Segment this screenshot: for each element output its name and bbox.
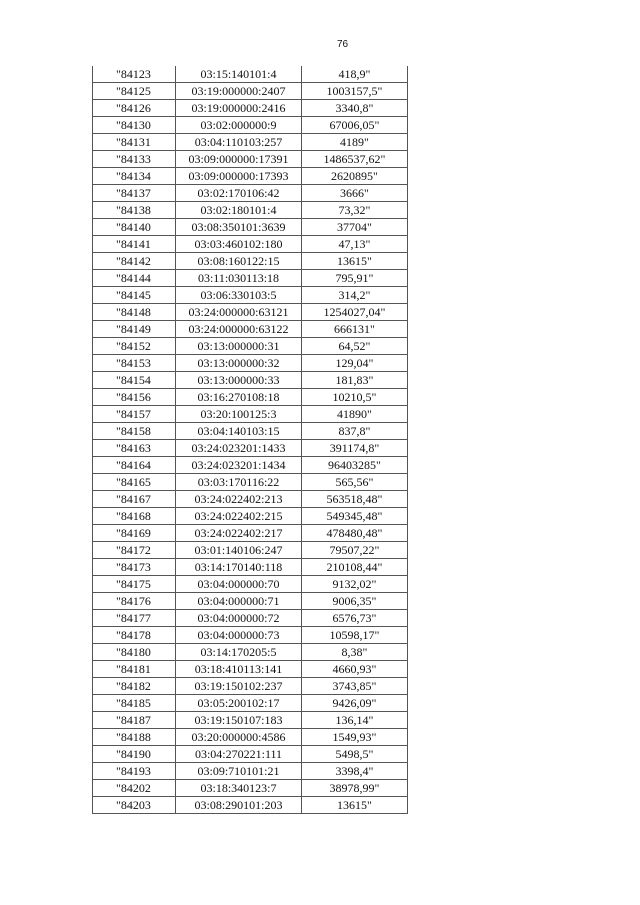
table-row	[93, 253, 408, 270]
row-value-cell: 6576,73"	[302, 610, 408, 627]
row-code-cell: "84153	[93, 355, 176, 372]
row-cadastral-cell: 03:04:000000:71	[176, 593, 302, 610]
row-value-cell: 2620895"	[302, 168, 408, 185]
row-code-cell: "84172	[93, 542, 176, 559]
row-code-cell: "84168	[93, 508, 176, 525]
row-cadastral-cell: 03:02:180101:4	[176, 202, 302, 219]
row-code-cell: "84193	[93, 763, 176, 780]
row-code-cell: "84140	[93, 219, 176, 236]
row-cadastral-cell: 03:04:000000:72	[176, 610, 302, 627]
row-value-cell: 10210,5"	[302, 389, 408, 406]
table-row	[93, 712, 408, 729]
row-value-cell: 10598,17"	[302, 627, 408, 644]
table-row	[93, 389, 408, 406]
row-cadastral-cell: 03:03:460102:180	[176, 236, 302, 253]
row-code-cell: "84141	[93, 236, 176, 253]
row-code-cell: "84185	[93, 695, 176, 712]
row-code-cell: "84157	[93, 406, 176, 423]
row-cadastral-cell: 03:24:022402:217	[176, 525, 302, 542]
table-row	[93, 100, 408, 117]
row-cadastral-cell: 03:04:270221:111	[176, 746, 302, 763]
row-value-cell: 314,2"	[302, 287, 408, 304]
row-value-cell: 391174,8"	[302, 440, 408, 457]
row-value-cell: 13615"	[302, 253, 408, 270]
row-cadastral-cell: 03:20:100125:3	[176, 406, 302, 423]
row-value-cell: 3340,8"	[302, 100, 408, 117]
row-cadastral-cell: 03:04:000000:73	[176, 627, 302, 644]
row-code-cell: "84178	[93, 627, 176, 644]
row-cadastral-cell: 03:13:000000:31	[176, 338, 302, 355]
row-cadastral-cell: 03:04:110103:257	[176, 134, 302, 151]
row-value-cell: 4660,93"	[302, 661, 408, 678]
row-code-cell: "84163	[93, 440, 176, 457]
row-code-cell: "84123	[93, 66, 176, 83]
row-value-cell: 136,14"	[302, 712, 408, 729]
row-value-cell: 181,83"	[302, 372, 408, 389]
row-value-cell: 129,04"	[302, 355, 408, 372]
table-row	[93, 117, 408, 134]
row-value-cell: 9132,02"	[302, 576, 408, 593]
row-code-cell: "84144	[93, 270, 176, 287]
row-value-cell: 8,38"	[302, 644, 408, 661]
row-value-cell: 9426,09"	[302, 695, 408, 712]
row-code-cell: "84138	[93, 202, 176, 219]
table-row	[93, 185, 408, 202]
row-cadastral-cell: 03:24:022402:215	[176, 508, 302, 525]
row-cadastral-cell: 03:05:200102:17	[176, 695, 302, 712]
table-row	[93, 372, 408, 389]
row-code-cell: "84134	[93, 168, 176, 185]
table-row	[93, 423, 408, 440]
table-row	[93, 542, 408, 559]
document-table-container	[92, 66, 408, 814]
row-code-cell: "84156	[93, 389, 176, 406]
row-value-cell: 41890"	[302, 406, 408, 423]
row-code-cell: "84165	[93, 474, 176, 491]
row-code-cell: "84149	[93, 321, 176, 338]
table-row	[93, 559, 408, 576]
row-code-cell: "84173	[93, 559, 176, 576]
row-code-cell: "84180	[93, 644, 176, 661]
row-code-cell: "84190	[93, 746, 176, 763]
row-value-cell: 210108,44"	[302, 559, 408, 576]
row-value-cell: 5498,5"	[302, 746, 408, 763]
row-cadastral-cell: 03:11:030113:18	[176, 270, 302, 287]
row-value-cell: 1549,93"	[302, 729, 408, 746]
row-code-cell: "84177	[93, 610, 176, 627]
row-cadastral-cell: 03:09:710101:21	[176, 763, 302, 780]
row-value-cell: 1486537,62"	[302, 151, 408, 168]
row-value-cell: 3743,85"	[302, 678, 408, 695]
table-row	[93, 219, 408, 236]
row-code-cell: "84175	[93, 576, 176, 593]
row-value-cell: 666131"	[302, 321, 408, 338]
table-row	[93, 644, 408, 661]
row-code-cell: "84203	[93, 797, 176, 814]
row-value-cell: 563518,48"	[302, 491, 408, 508]
table-row	[93, 151, 408, 168]
row-code-cell: "84142	[93, 253, 176, 270]
row-cadastral-cell: 03:14:170140:118	[176, 559, 302, 576]
row-value-cell: 67006,05"	[302, 117, 408, 134]
table-row	[93, 66, 408, 83]
row-code-cell: "84187	[93, 712, 176, 729]
table-row	[93, 134, 408, 151]
table-row	[93, 678, 408, 695]
row-cadastral-cell: 03:18:410113:141	[176, 661, 302, 678]
table-row	[93, 525, 408, 542]
row-value-cell: 64,52"	[302, 338, 408, 355]
row-code-cell: "84130	[93, 117, 176, 134]
table-row	[93, 576, 408, 593]
table-row	[93, 270, 408, 287]
page-number: 76	[336, 39, 349, 50]
row-value-cell: 3666"	[302, 185, 408, 202]
table-row	[93, 780, 408, 797]
row-value-cell: 418,9"	[302, 66, 408, 83]
row-value-cell: 9006,35"	[302, 593, 408, 610]
table-row	[93, 83, 408, 100]
row-cadastral-cell: 03:13:000000:32	[176, 355, 302, 372]
row-cadastral-cell: 03:01:140106:247	[176, 542, 302, 559]
table-row	[93, 168, 408, 185]
row-cadastral-cell: 03:03:170116:22	[176, 474, 302, 491]
row-code-cell: "84164	[93, 457, 176, 474]
table-row	[93, 763, 408, 780]
row-value-cell: 37704"	[302, 219, 408, 236]
row-code-cell: "84126	[93, 100, 176, 117]
row-cadastral-cell: 03:08:160122:15	[176, 253, 302, 270]
row-code-cell: "84182	[93, 678, 176, 695]
row-cadastral-cell: 03:24:022402:213	[176, 491, 302, 508]
table-row	[93, 440, 408, 457]
row-value-cell: 795,91"	[302, 270, 408, 287]
row-cadastral-cell: 03:19:000000:2416	[176, 100, 302, 117]
row-code-cell: "84148	[93, 304, 176, 321]
row-cadastral-cell: 03:18:340123:7	[176, 780, 302, 797]
row-value-cell: 73,32"	[302, 202, 408, 219]
row-cadastral-cell: 03:20:000000:4586	[176, 729, 302, 746]
table-row	[93, 797, 408, 814]
table-row	[93, 593, 408, 610]
row-code-cell: "84131	[93, 134, 176, 151]
row-value-cell: 837,8"	[302, 423, 408, 440]
row-value-cell: 1003157,5"	[302, 83, 408, 100]
table-row	[93, 338, 408, 355]
row-cadastral-cell: 03:02:170106:42	[176, 185, 302, 202]
row-code-cell: "84145	[93, 287, 176, 304]
row-value-cell: 96403285"	[302, 457, 408, 474]
table-body	[93, 66, 408, 814]
table-row	[93, 304, 408, 321]
row-code-cell: "84152	[93, 338, 176, 355]
table-row	[93, 287, 408, 304]
table-row	[93, 729, 408, 746]
row-value-cell: 79507,22"	[302, 542, 408, 559]
row-cadastral-cell: 03:04:140103:15	[176, 423, 302, 440]
row-cadastral-cell: 03:08:290101:203	[176, 797, 302, 814]
row-cadastral-cell: 03:13:000000:33	[176, 372, 302, 389]
table-row	[93, 627, 408, 644]
table-row	[93, 457, 408, 474]
row-cadastral-cell: 03:19:150107:183	[176, 712, 302, 729]
row-cadastral-cell: 03:19:000000:2407	[176, 83, 302, 100]
row-cadastral-cell: 03:16:270108:18	[176, 389, 302, 406]
row-cadastral-cell: 03:14:170205:5	[176, 644, 302, 661]
row-value-cell: 549345,48"	[302, 508, 408, 525]
row-code-cell: "84125	[93, 83, 176, 100]
row-value-cell: 13615"	[302, 797, 408, 814]
row-cadastral-cell: 03:19:150102:237	[176, 678, 302, 695]
row-cadastral-cell: 03:24:000000:63122	[176, 321, 302, 338]
row-value-cell: 565,56"	[302, 474, 408, 491]
row-value-cell: 4189"	[302, 134, 408, 151]
row-value-cell: 3398,4"	[302, 763, 408, 780]
row-cadastral-cell: 03:02:000000:9	[176, 117, 302, 134]
row-cadastral-cell: 03:06:330103:5	[176, 287, 302, 304]
table-row	[93, 406, 408, 423]
row-code-cell: "84137	[93, 185, 176, 202]
table-row	[93, 746, 408, 763]
row-value-cell: 47,13"	[302, 236, 408, 253]
row-code-cell: "84181	[93, 661, 176, 678]
table-row	[93, 491, 408, 508]
row-cadastral-cell: 03:09:000000:17393	[176, 168, 302, 185]
row-code-cell: "84188	[93, 729, 176, 746]
row-code-cell: "84158	[93, 423, 176, 440]
row-code-cell: "84154	[93, 372, 176, 389]
row-code-cell: "84167	[93, 491, 176, 508]
table-row	[93, 321, 408, 338]
table-row	[93, 474, 408, 491]
row-cadastral-cell: 03:24:000000:63121	[176, 304, 302, 321]
row-cadastral-cell: 03:24:023201:1434	[176, 457, 302, 474]
row-value-cell: 478480,48"	[302, 525, 408, 542]
table-row	[93, 695, 408, 712]
row-code-cell: "84133	[93, 151, 176, 168]
row-code-cell: "84169	[93, 525, 176, 542]
table-row	[93, 610, 408, 627]
row-cadastral-cell: 03:09:000000:17391	[176, 151, 302, 168]
row-value-cell: 1254027,04"	[302, 304, 408, 321]
row-code-cell: "84176	[93, 593, 176, 610]
table-row	[93, 661, 408, 678]
row-cadastral-cell: 03:24:023201:1433	[176, 440, 302, 457]
row-cadastral-cell: 03:15:140101:4	[176, 66, 302, 83]
table-row	[93, 202, 408, 219]
table-row	[93, 508, 408, 525]
table-row	[93, 236, 408, 253]
row-cadastral-cell: 03:04:000000:70	[176, 576, 302, 593]
table-row	[93, 355, 408, 372]
row-cadastral-cell: 03:08:350101:3639	[176, 219, 302, 236]
cadastral-table	[92, 66, 408, 814]
row-code-cell: "84202	[93, 780, 176, 797]
row-value-cell: 38978,99"	[302, 780, 408, 797]
